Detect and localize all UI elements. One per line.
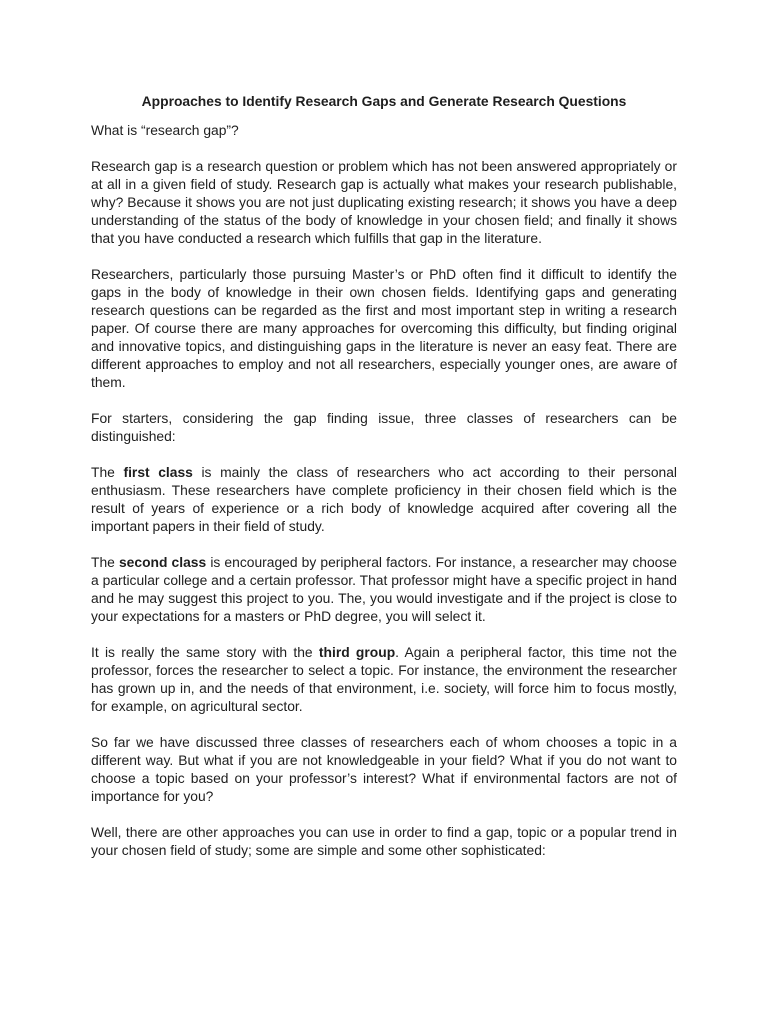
document-body xyxy=(91,92,677,877)
paragraph-other-approaches: Well, there are other approaches you can use in order to find a gap, topic or a popular trend in your chosen field of study; some are simple and some other sophisticated: xyxy=(91,824,677,858)
paragraph-second-class xyxy=(91,553,677,625)
text-run: . Again a peripheral factor, this time not the professor, forces the researcher to select a topic. For instance, the environment the researcher has grown up in, and the needs of that environment, i.e. society, will force him to focus mostly, for example, on agricultural sector. xyxy=(91,644,677,714)
bold-term: second class xyxy=(118,554,207,570)
paragraph-third-group xyxy=(91,643,677,715)
paragraph-starters: For starters, considering the gap finding issue, three classes of researchers can be distinguished: xyxy=(91,410,677,444)
text-run: is mainly the class of researchers who act according to their personal enthusiasm. These researchers have complete proficiency in their chosen field which is the result of years of experience or a rich body of knowledge acquired after covering all the important papers in their field of study. xyxy=(91,464,677,534)
text-run: It is really the same story with the xyxy=(91,644,319,660)
paragraph-difficulty: Researchers, particularly those pursuing Master’s or PhD often find it difficult to identify the gaps in the body of knowledge in their own chosen fields. Identifying gaps and generating research questions can be regarded as the first and most important step in writing a research paper. Of course there are many approaches for overcoming this difficulty, but finding original and innovative topics, and distinguishing gaps in the literature is never an easy feat. There are different approaches to employ and not all researchers, especially younger ones, are aware of them. xyxy=(91,266,677,390)
text-run: is encouraged by peripheral factors. For instance, a researcher may choose a particular college and a certain professor. That professor might have a specific project in hand and he may suggest this project to you. The, you would investigate and if the project is close to your expectations for a masters or PhD degree, you will select it. xyxy=(91,554,677,624)
paragraph-summary: So far we have discussed three classes of researchers each of whom chooses a topic in a different way. But what if you are not knowledgeable in your field? What if you do not want to choose a topic based on your professor’s interest? What if environmental factors are not of importance for you? xyxy=(91,734,677,804)
text-run: The xyxy=(91,554,119,570)
document-title: Approaches to Identify Research Gaps and Generate Research Questions xyxy=(141,93,627,109)
bold-term: third group xyxy=(318,644,396,660)
text-run: The xyxy=(91,464,124,480)
section-question: What is “research gap”? xyxy=(91,122,239,138)
paragraph-first-class xyxy=(91,463,677,535)
bold-term: first class xyxy=(123,464,193,480)
paragraph-definition: Research gap is a research question or problem which has not been answered appropriately or at all in a given field of study. Research gap is actually what makes your research publishable, why? Because it shows you are not just duplicating existing research; it shows you have a deep understanding of the status of the body of knowledge in your chosen field; and finally it shows that you have conducted a research which fulfills that gap in the literature. xyxy=(91,158,677,246)
